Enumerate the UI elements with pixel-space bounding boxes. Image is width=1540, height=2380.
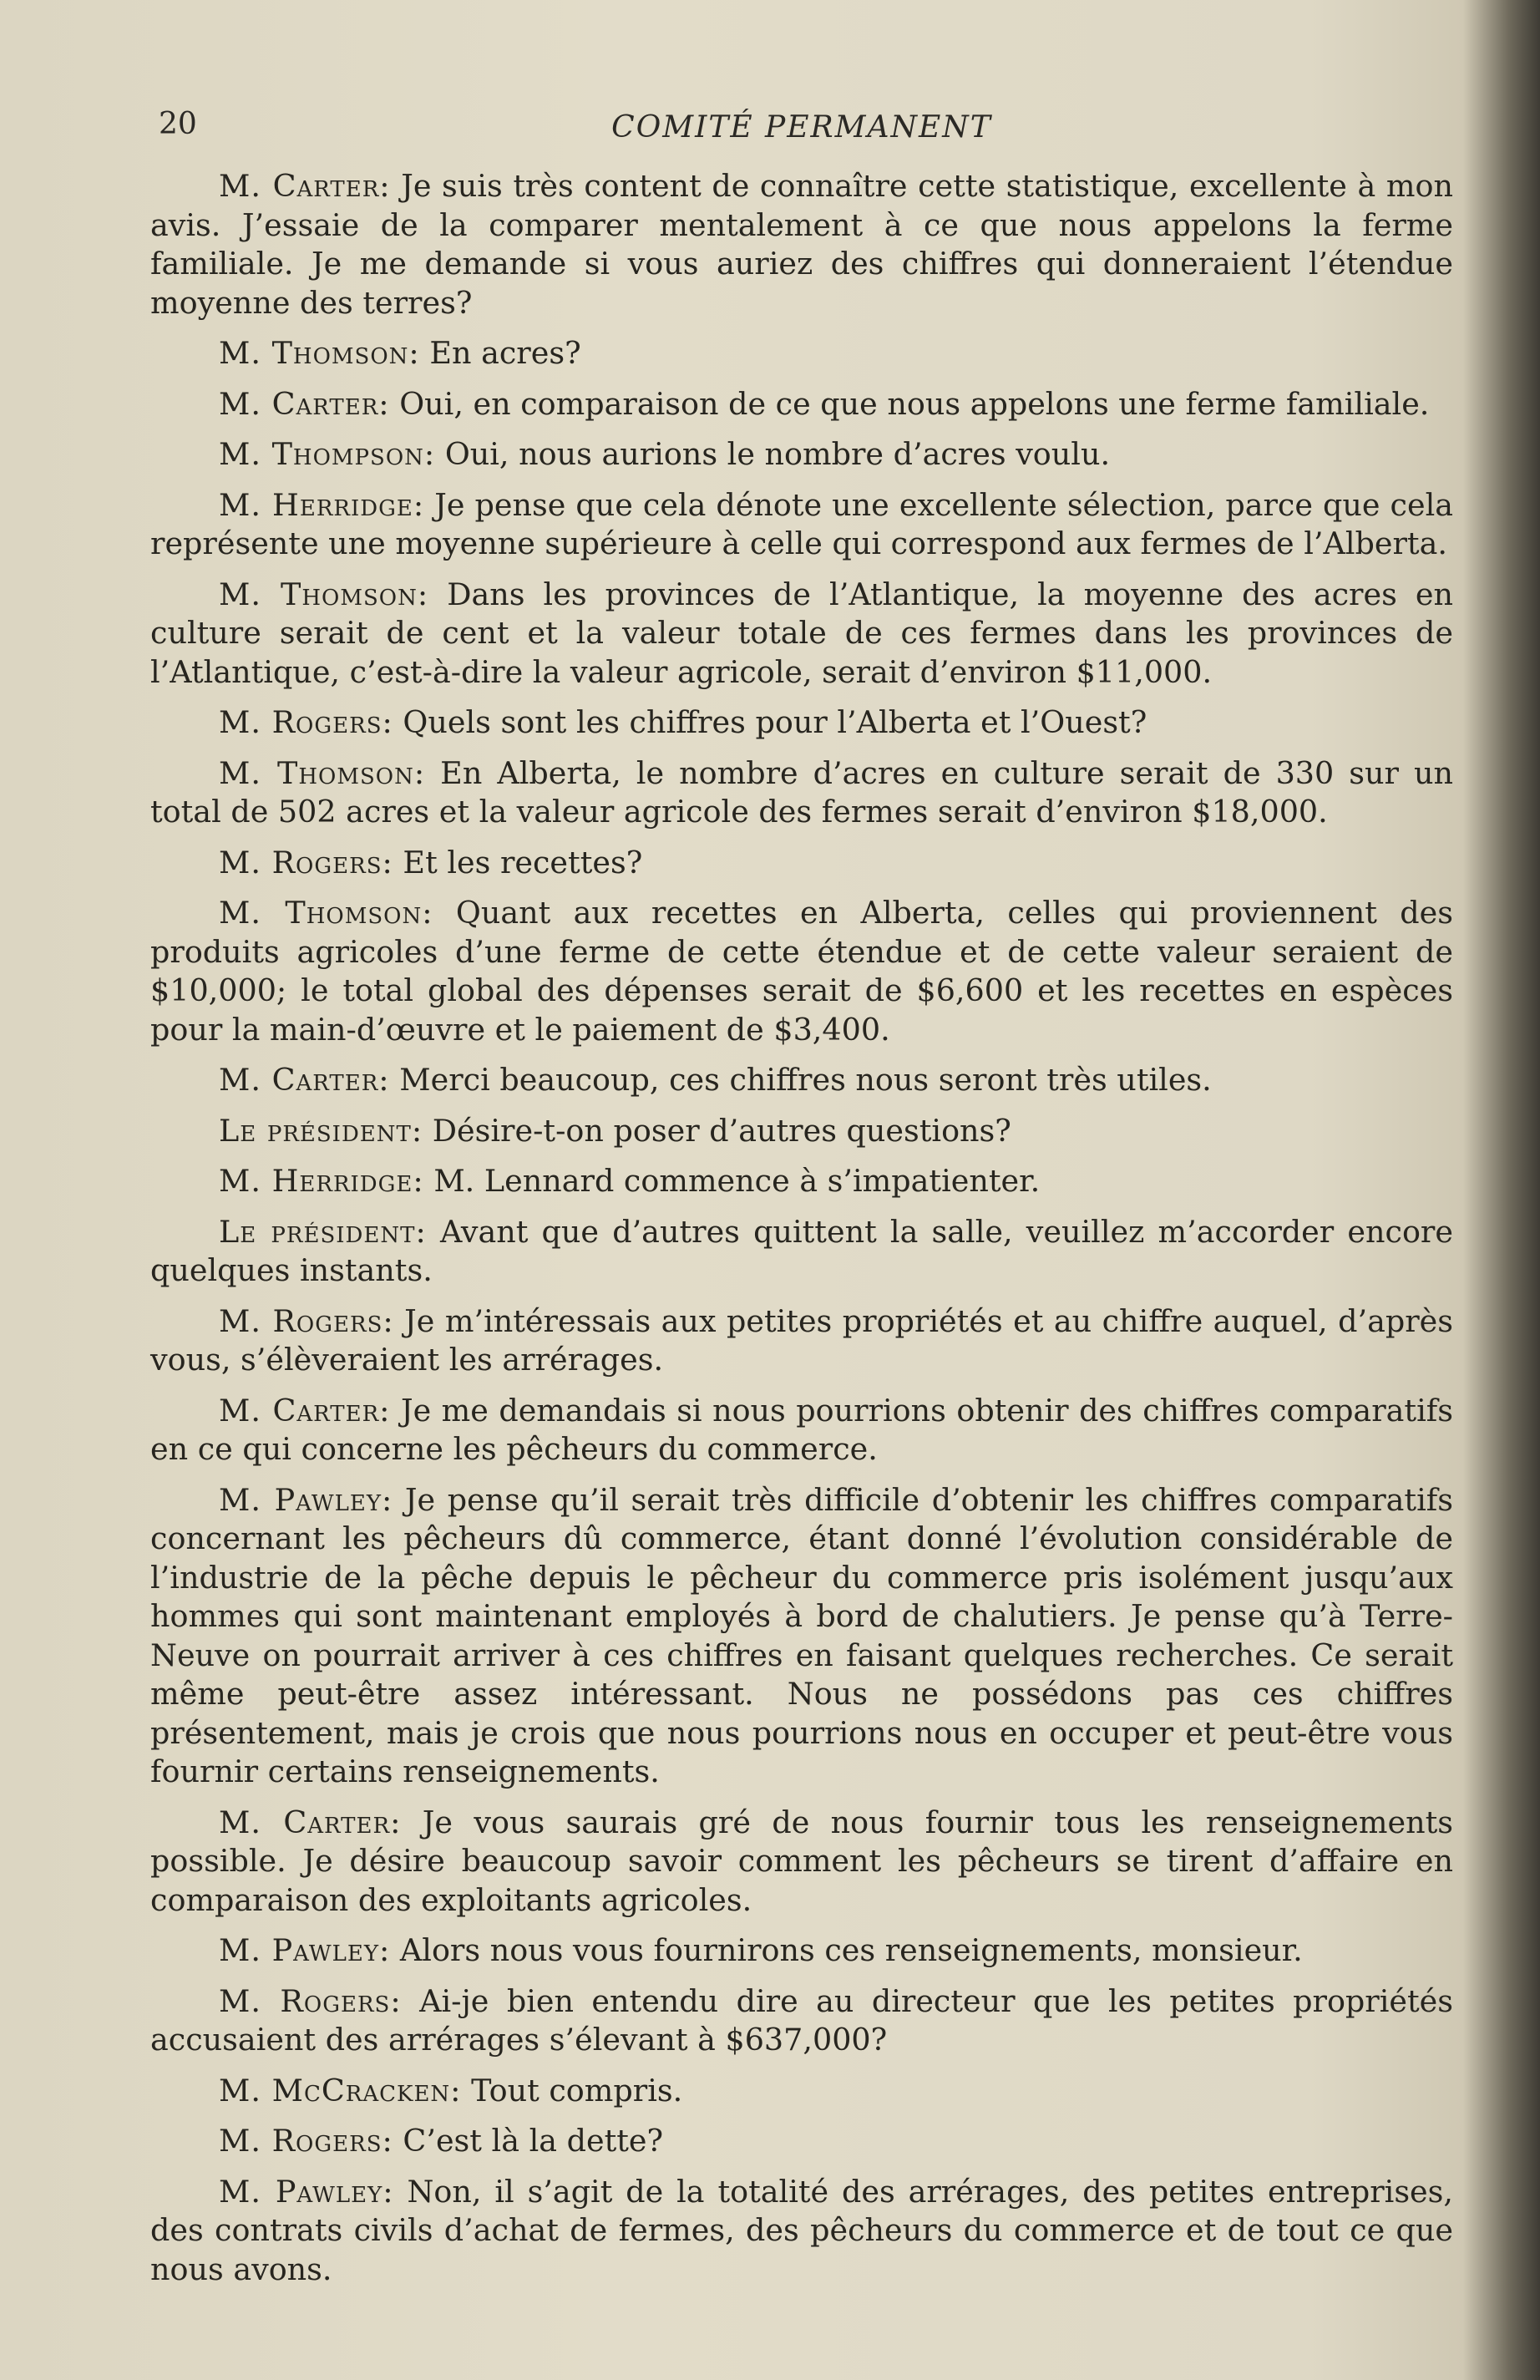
paragraph: [150, 1162, 1453, 1201]
speaker-name: M. Carter:: [219, 1392, 391, 1429]
transcript-body: [150, 167, 1453, 2301]
paragraph: [150, 1302, 1453, 1380]
paragraph-text: C’est là la dette?: [403, 2123, 664, 2159]
paragraph: [150, 1392, 1453, 1469]
paragraph: [150, 576, 1453, 693]
paragraph-text: Je m’intéressais aux petites propriétés et au chiffre auquel, d’après vous, s’élèveraient les arrérages.: [150, 1302, 1453, 1378]
speaker-name: M. Rogers:: [219, 1982, 402, 2019]
paragraph-text: Merci beaucoup, ces chiffres nous seront très utiles.: [399, 1062, 1212, 1098]
paragraph: [150, 2122, 1453, 2161]
speaker-name: M. Carter:: [219, 168, 391, 204]
paragraph-text: Je suis très content de connaître cette statistique, excellente à mon avis. J’essaie de la comparer mentalement à ce que nous appelons la ferme familiale. Je me demande si vous auriez des chiffres qui donneraient l’étendue moyenne des terres?: [150, 168, 1453, 321]
paragraph-text: Alors nous vous fournirons ces renseignements, monsieur.: [399, 1932, 1303, 1968]
paragraph-text: Avant que d’autres quittent la salle, veuillez m’accorder encore quelques instants.: [150, 1213, 1453, 1288]
paragraph: [150, 1931, 1453, 1971]
paragraph: [150, 167, 1453, 322]
paragraph: [150, 1982, 1453, 2060]
paragraph-text: Désire-t-on poser d’autres questions?: [432, 1112, 1011, 1149]
speaker-name: M. Herridge:: [219, 486, 425, 523]
speaker-name: M. Thomson:: [219, 335, 420, 371]
paragraph-text: M. Lennard commence à s’impatienter.: [433, 1163, 1041, 1199]
paragraph: [150, 2173, 1453, 2290]
speaker-name: M. Carter:: [219, 1062, 390, 1098]
speaker-name: M. Rogers:: [219, 2123, 393, 2159]
paragraph: [150, 1213, 1453, 1291]
paragraph: [150, 1061, 1453, 1100]
speaker-name: Le président:: [219, 1213, 427, 1250]
running-title: COMITÉ PERMANENT: [611, 110, 992, 145]
paragraph-text: Tout compris.: [471, 2072, 683, 2109]
page-number: 20: [159, 107, 197, 141]
paragraph-text: Non, il s’agit de la totalité des arrérages, des petites entreprises, des contrats civils d’achat de fermes, des pêcheurs du commerce et de tout ce que nous avons.: [150, 2173, 1453, 2287]
speaker-name: M. Thomson:: [219, 754, 426, 791]
speaker-name: M. Thompson:: [219, 436, 436, 472]
speaker-name: M. Carter:: [219, 385, 390, 422]
paragraph: [150, 844, 1453, 883]
paragraph: [150, 703, 1453, 743]
paragraph-text: Ai-je bien entendu dire au directeur que les petites propriétés accusaient des arrérages s’élevant à $637,000?: [150, 1982, 1454, 2058]
speaker-name: M. Herridge:: [219, 1163, 424, 1199]
speaker-name: M. Pawley:: [219, 1932, 391, 1968]
paragraph: [150, 334, 1453, 373]
paragraph: [150, 1804, 1453, 1921]
speaker-name: M. Rogers:: [219, 844, 393, 880]
speaker-name: M. McCracken:: [219, 2072, 462, 2109]
speaker-name: M. Rogers:: [219, 1302, 394, 1339]
paragraph: [150, 385, 1453, 424]
paragraph-text: Je pense que cela dénote une excellente sélection, parce que cela représente une moyenne supérieure à celle qui correspond aux fermes de l’Alberta.: [150, 486, 1454, 561]
speaker-name: M. Rogers:: [219, 704, 393, 740]
paragraph: [150, 2072, 1453, 2111]
paragraph-text: Oui, nous aurions le nombre d’acres voulu.: [444, 436, 1111, 472]
paragraph-text: Dans les provinces de l’Atlantique, la moyenne des acres en culture serait de cent et la valeur totale de ces fermes dans les provinces de l’Atlantique, c’est-à-dire la valeur agricole, serait d’environ $11,000.: [150, 576, 1453, 690]
speaker-name: M. Thomson:: [219, 895, 433, 931]
paragraph-text: En Alberta, le nombre d’acres en culture serait de 330 sur un total de 502 acres et la valeur agricole des fermes serait d’environ $18,000.: [150, 754, 1453, 830]
speaker-name: M. Pawley:: [219, 1481, 393, 1518]
paragraph-text: Je vous saurais gré de nous fournir tous les renseignements possible. Je désire beaucoup savoir comment les pêcheurs se tirent d’affaire en comparaison des exploitants agricoles.: [150, 1804, 1453, 1918]
paragraph-text: Oui, en comparaison de ce que nous appelons une ferme familiale.: [399, 385, 1430, 422]
paragraph: [150, 1481, 1453, 1792]
paragraph-text: Je pense qu’il serait très difficile d’obtenir les chiffres comparatifs concernant les pêcheurs dû commerce, étant donné l’évolution considérable de l’industrie de la pêche depuis le pêcheur du commerce pris isolément jusqu’aux hommes qui sont maintenant employés à bord de chalutiers. Je pense qu’à Terre-Neuve on pourrait arriver à ces chiffres en faisant quelques recherches. Ce serait même peut-être assez intéressant. Nous ne possédons pas ces chiffres présentement, mais je crois que nous pourrions nous en occuper et peut-être vous fournir certains renseignements.: [150, 1481, 1454, 1789]
paragraph: [150, 435, 1453, 474]
speaker-name: M. Pawley:: [219, 2173, 394, 2210]
paragraph-text: Je me demandais si nous pourrions obtenir des chiffres comparatifs en ce qui concerne les pêcheurs du commerce.: [150, 1392, 1453, 1467]
paragraph: [150, 1112, 1453, 1151]
speaker-name: M. Thomson:: [219, 576, 429, 612]
speaker-name: M. Carter:: [219, 1804, 402, 1840]
paragraph-text: Quels sont les chiffres pour l’Alberta et l’Ouest?: [403, 704, 1147, 740]
speaker-name: Le président:: [219, 1112, 423, 1149]
paragraph-text: En acres?: [429, 335, 581, 371]
paragraph: [150, 486, 1453, 564]
paragraph-text: Et les recettes?: [403, 844, 643, 880]
page-header: [150, 107, 1453, 157]
paragraph: [150, 754, 1453, 832]
paragraph: [150, 894, 1453, 1049]
paragraph-text: Quant aux recettes en Alberta, celles qui proviennent des produits agricoles d’une ferme de cette étendue et de cette valeur seraient de $10,000; le total global des dépenses serait de $6,600 et les recettes en espèces pour la main-d’œuvre et le paiement de $3,400.: [150, 895, 1453, 1048]
